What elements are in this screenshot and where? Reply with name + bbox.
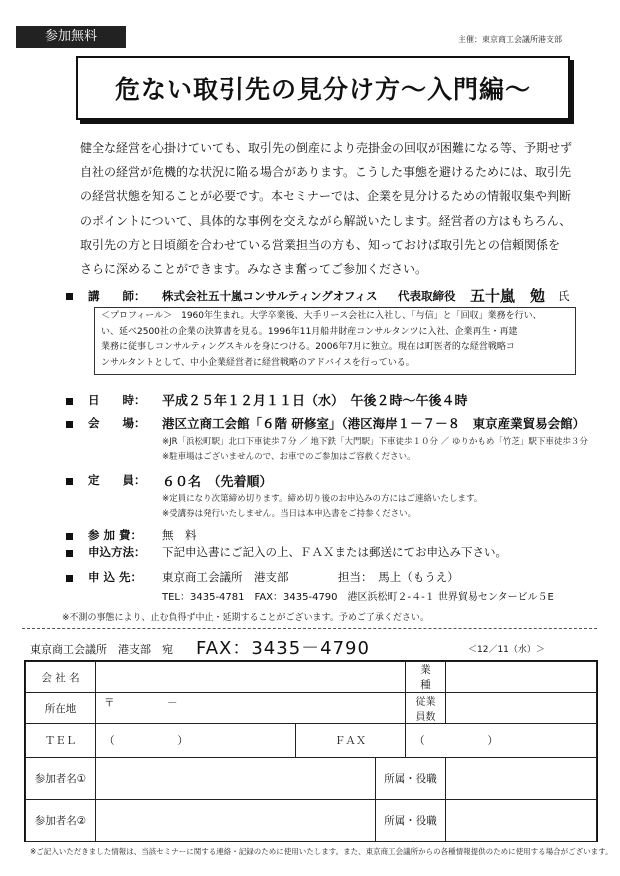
page-title: 危ない取引先の見分け方～入門編～ (114, 75, 531, 104)
employees-field[interactable] (446, 693, 597, 724)
contact-label: 申 込 先： (88, 570, 143, 584)
profile-line: ＜プロフィール＞ 1960年生まれ。大学卒業後、大手リース会社に入社し、「与信」と「回収」業務を行い、 (101, 311, 542, 321)
tel-label: ＴＥＬ (26, 724, 96, 758)
bullet-icon (66, 550, 73, 557)
venue-parking: ※駐車場はございませんので、お車でのご参加はご容赦ください。 (162, 452, 416, 462)
employees-label: 従業員数 (406, 693, 446, 724)
tel-field[interactable]: （ ） (96, 724, 296, 758)
bullet-icon (66, 398, 73, 405)
lecturer-label: 講 師： (88, 289, 146, 303)
intro-line: 取引先の方と日頃顔を合わせている営業担当の方も、知っておけば取引先との信頼関係を (80, 237, 561, 252)
application-form (24, 660, 598, 842)
fax-field[interactable]: （ ） (406, 724, 597, 758)
participant1-field[interactable] (96, 758, 376, 800)
bullet-icon (66, 293, 73, 300)
bullet-icon (66, 575, 73, 582)
organizer: 主催：東京商工会議所港支部 (458, 35, 562, 44)
privacy-footer: ※ご記入いただきました情報は、当該セミナーに関する連絡・記録のために使用いたします。また、東京商工会議所からの各種情報提供のために使用する場合がございます。 (30, 847, 613, 856)
intro-line: の経営状態を知ることが必要です。本セミナーでは、企業を見分けるための情報収集や判断 (80, 189, 572, 204)
participant2-dept-field[interactable] (446, 800, 597, 842)
participant2-field[interactable] (96, 800, 376, 842)
intro-line: さらに深めることができます。みなさま奮ってご参加ください。 (80, 262, 428, 277)
bullet-icon (66, 478, 73, 485)
industry-field[interactable] (446, 662, 597, 693)
intro-paragraph (80, 136, 580, 281)
cut-line (22, 628, 597, 629)
venue-label: 会 場： (88, 416, 146, 430)
method-value: 下記申込書にご記入の上、ＦＡＸまたは郵送にてお申込み下さい。 (162, 545, 507, 559)
lecturer-honorific: 氏 (558, 289, 570, 303)
profile-line: ンサルタントとして、中小企業経営者に経営戦略のアドバイスを行っている。 (101, 357, 415, 368)
intro-line: 健全な経営を心掛けていても、取引先の倒産により売掛金の回収が困難になる等、予期せず (80, 141, 573, 155)
date-value: 平成２５年１２月１１日（水） 午後２時～午後４時 (162, 394, 468, 409)
fax-label: ＦＡＸ (296, 724, 406, 758)
form-addressee: 東京商工会議所 港支部 宛 (30, 643, 173, 656)
fee-value: 無 料 (162, 528, 197, 542)
notice: ※不測の事態により、止む負得ず中止・延期することがございます。予めご了承ください。 (62, 613, 429, 623)
fee-label: 参 加 費： (88, 528, 143, 542)
venue-access: ※JR「浜松町駅」北口下車徒歩７分 ／ 地下鉄「大門駅」下車徒歩１０分 ／ ゆりかもめ「竹芝」駅下車徒歩３分 (162, 437, 588, 447)
intro-line: のポイントについて、具体的な事例を交えながら解説いたします。経営者の方はもちろん、 (80, 213, 572, 228)
capacity-note: ※定員になり次第締め切ります。締め切り後のお申込みの方にはご連絡いたします。 (162, 494, 483, 504)
company-field[interactable] (96, 662, 406, 693)
bullet-icon (66, 421, 73, 428)
industry-label: 業 種 (406, 662, 446, 693)
free-badge: 参加無料 (16, 26, 126, 48)
form-table (25, 661, 597, 842)
participant2-label: 参加者名② (26, 800, 96, 842)
contact-org: 東京商工会議所 港支部 (162, 570, 289, 584)
form-deadline: ＜12／11（水）＞ (468, 645, 545, 655)
title-box (76, 56, 570, 120)
capacity-value: ６０名 （先着順） (162, 475, 273, 490)
date-label: 日 時： (88, 393, 146, 407)
address-label: 所在地 (26, 693, 96, 724)
participant1-dept-label: 所属・役職 (376, 758, 446, 800)
profile-line: 業務に従事しコンサルティングスキルを身につける。2006年7月に独立。現在は町医者的な経営戦略コ (101, 342, 515, 352)
capacity-label: 定 員： (88, 473, 146, 487)
lecturer-company: 株式会社五十嵐コンサルティングオフィス (162, 289, 378, 303)
lecturer-position: 代表取締役 (398, 289, 456, 303)
contact-phones: TEL：3435-4781 FAX：3435-4790 港区浜松町２-４-１ 世界貿易センタービル５E (162, 592, 554, 603)
participant2-dept-label: 所属・役職 (376, 800, 446, 842)
participant1-dept-field[interactable] (446, 758, 597, 800)
form-fax-number: FAX：3435－4790 (196, 638, 370, 659)
company-label: 会 社 名 (26, 662, 96, 693)
capacity-note: ※受講券は発行いたしません。当日は本申込書をご持参ください。 (162, 509, 417, 519)
address-field[interactable]: 〒 － (96, 693, 406, 724)
lecturer-name: 五十嵐 勉 (470, 287, 546, 305)
contact-person: 担当： 馬上（もうえ） (338, 570, 459, 584)
method-label: 申込方法： (88, 545, 146, 559)
profile-line: い、延べ2500社の企業の決算書を見る。1996年11月船井財産コンサルタンツに入社、企業再生・再建 (101, 326, 518, 337)
venue-value: 港区立商工会館「６階 研修室」（港区海岸１－７－８ 東京産業貿易会館） (162, 416, 586, 431)
profile-box (94, 307, 576, 375)
intro-line: 自社の経営が危機的な状況に陥る場合があります。こうした事態を避けるためには、取引先 (80, 165, 572, 180)
participant1-label: 参加者名① (26, 758, 96, 800)
bullet-icon (66, 533, 73, 540)
